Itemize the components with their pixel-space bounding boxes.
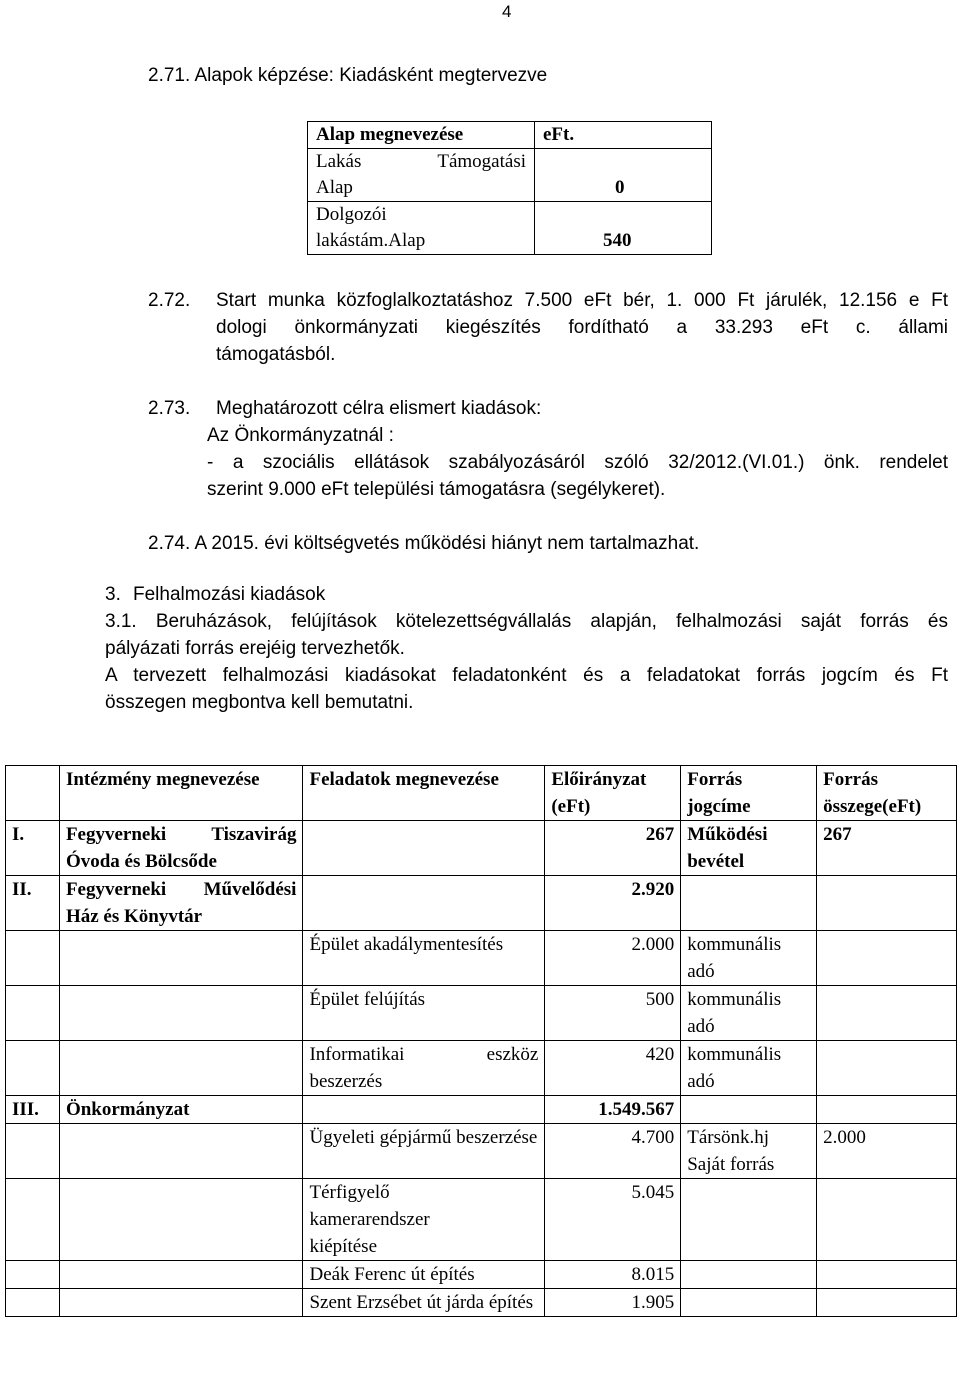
row-index [6, 1124, 60, 1179]
fund-value: 540 [535, 202, 712, 255]
row-index [6, 1289, 60, 1317]
row-source-amount [817, 1261, 957, 1289]
section-number-3: 3. [105, 584, 121, 605]
fund-name-line: Lakás Támogatási [316, 151, 526, 172]
section-3-1-line2: pályázati forrás erejéig tervezhetők. [105, 638, 405, 659]
fund-table [307, 121, 712, 255]
section-2-74: 2.74. A 2015. évi költségvetés működési hiányt nem tartalmazhat. [148, 533, 700, 554]
header-institution: Intézmény megnevezése [59, 766, 303, 821]
row-source-title: Társönk.hj Saját forrás [681, 1124, 817, 1179]
row-index: II. [6, 876, 60, 931]
row-estimate: 5.045 [545, 1179, 681, 1261]
row-institution [59, 1261, 303, 1289]
row-source-title: Működési bevétel [681, 821, 817, 876]
table-header-row [308, 122, 712, 149]
section-number-2-72: 2.72. [148, 290, 191, 311]
table-row [308, 149, 712, 202]
fund-name [308, 149, 535, 202]
section-2-73-line1: Az Önkormányzatnál : [207, 425, 394, 446]
table-row [308, 202, 712, 255]
section-3-1-line1: 3.1. Beruházások, felújítások kötelezettségvállalás alapján, felhalmozási saját forrás és [105, 611, 948, 632]
row-institution [59, 986, 303, 1041]
row-index [6, 931, 60, 986]
fund-name [308, 202, 535, 255]
row-source-amount [817, 1179, 957, 1261]
table-row [6, 1289, 957, 1317]
row-estimate: 2.000 [545, 931, 681, 986]
row-institution [59, 1289, 303, 1317]
row-estimate: 420 [545, 1041, 681, 1096]
table-row [6, 821, 957, 876]
row-source-amount [817, 876, 957, 931]
section-2-73-line3: szerint 9.000 eFt települési támogatásra (segélykeret). [207, 479, 666, 500]
row-index: I. [6, 821, 60, 876]
section-2-73-title: Meghatározott célra elismert kiadások: [216, 398, 542, 419]
row-estimate: 8.015 [545, 1261, 681, 1289]
row-institution: Önkormányzat [59, 1096, 303, 1124]
row-index [6, 1179, 60, 1261]
row-source-title: kommunális adó [681, 986, 817, 1041]
row-source-amount [817, 1289, 957, 1317]
row-estimate: 2.920 [545, 876, 681, 931]
row-source-title [681, 1096, 817, 1124]
table-row [6, 986, 957, 1041]
header-source-amount: Forrás összege(eFt) [817, 766, 957, 821]
row-task: Informatikai eszköz beszerzés [303, 1041, 545, 1096]
row-source-amount [817, 931, 957, 986]
section-2-72-line1: Start munka közfoglalkoztatáshoz 7.500 eFt bér, 1. 000 Ft járulék, 12.156 e Ft [216, 290, 948, 311]
section-2-73-line2: - a szociális ellátások szabályozásáról szóló 32/2012.(VI.01.) önk. rendelet [207, 452, 948, 473]
row-institution: Fegyverneki Művelődési Ház és Könyvtár [59, 876, 303, 931]
row-estimate: 1.549.567 [545, 1096, 681, 1124]
row-source-title [681, 1179, 817, 1261]
table-row [6, 1179, 957, 1261]
row-task [303, 821, 545, 876]
row-source-title: kommunális adó [681, 1041, 817, 1096]
header-unit: eFt. [535, 122, 712, 149]
fund-value: 0 [535, 149, 712, 202]
row-institution [59, 1124, 303, 1179]
row-task: Épület akadálymentesítés [303, 931, 545, 986]
row-task: Ügyeleti gépjármű beszerzése [303, 1124, 545, 1179]
row-index [6, 1261, 60, 1289]
header-index [6, 766, 60, 821]
row-task: Épület felújítás [303, 986, 545, 1041]
table-row [6, 876, 957, 931]
section-2-71 [148, 62, 547, 89]
row-index [6, 986, 60, 1041]
row-institution [59, 931, 303, 986]
row-source-title: kommunális adó [681, 931, 817, 986]
row-source-title [681, 876, 817, 931]
row-estimate: 4.700 [545, 1124, 681, 1179]
header-estimate: Előirányzat (eFt) [545, 766, 681, 821]
header-fund-name: Alap megnevezése [308, 122, 535, 149]
section-3-p2-line1: A tervezett felhalmozási kiadásokat feladatonként és a feladatokat forrás jogcím és Ft [105, 665, 948, 686]
row-estimate: 267 [545, 821, 681, 876]
section-3-p2-line2: összegen megbontva kell bemutatni. [105, 692, 414, 713]
table-header-row [6, 766, 957, 821]
capital-expenditure-table [5, 765, 957, 1317]
fund-name-line: Alap [316, 177, 353, 198]
row-source-amount [817, 1041, 957, 1096]
row-source-amount [817, 986, 957, 1041]
table-row [6, 1041, 957, 1096]
row-task: Szent Erzsébet út járda építés [303, 1289, 545, 1317]
table-row [6, 1124, 957, 1179]
row-source-amount: 267 [817, 821, 957, 876]
row-institution: Fegyverneki Tiszavirág Óvoda és Bölcsőde [59, 821, 303, 876]
row-estimate: 500 [545, 986, 681, 1041]
row-source-title [681, 1289, 817, 1317]
row-task: Deák Ferenc út építés [303, 1261, 545, 1289]
row-source-title [681, 1261, 817, 1289]
row-institution [59, 1179, 303, 1261]
section-number: 2.71. [148, 65, 191, 86]
section-2-72-line2: dologi önkormányzati kiegészítés fordítható a 33.293 eFt c. állami [216, 317, 948, 338]
row-task [303, 1096, 545, 1124]
header-task: Feladatok megnevezése [303, 766, 545, 821]
fund-name-line: Dolgozói [316, 204, 387, 225]
row-index [6, 1041, 60, 1096]
fund-name-line: lakástám.Alap [316, 230, 426, 251]
row-estimate: 1.905 [545, 1289, 681, 1317]
table-row [6, 1096, 957, 1124]
row-index: III. [6, 1096, 60, 1124]
row-source-amount: 2.000 [817, 1124, 957, 1179]
row-task [303, 876, 545, 931]
section-3-title: Felhalmozási kiadások [133, 584, 326, 605]
page-number: 4 [502, 2, 512, 21]
table-row [6, 1261, 957, 1289]
table-row [6, 931, 957, 986]
row-task: Térfigyelő kamerarendszer kiépítése [303, 1179, 545, 1261]
row-source-amount [817, 1096, 957, 1124]
row-institution [59, 1041, 303, 1096]
header-source-title: Forrás jogcíme [681, 766, 817, 821]
section-number-2-73: 2.73. [148, 398, 191, 419]
section-2-72-line3: támogatásból. [216, 344, 336, 365]
section-text: Alapok képzése: Kiadásként megtervezve [194, 65, 548, 86]
